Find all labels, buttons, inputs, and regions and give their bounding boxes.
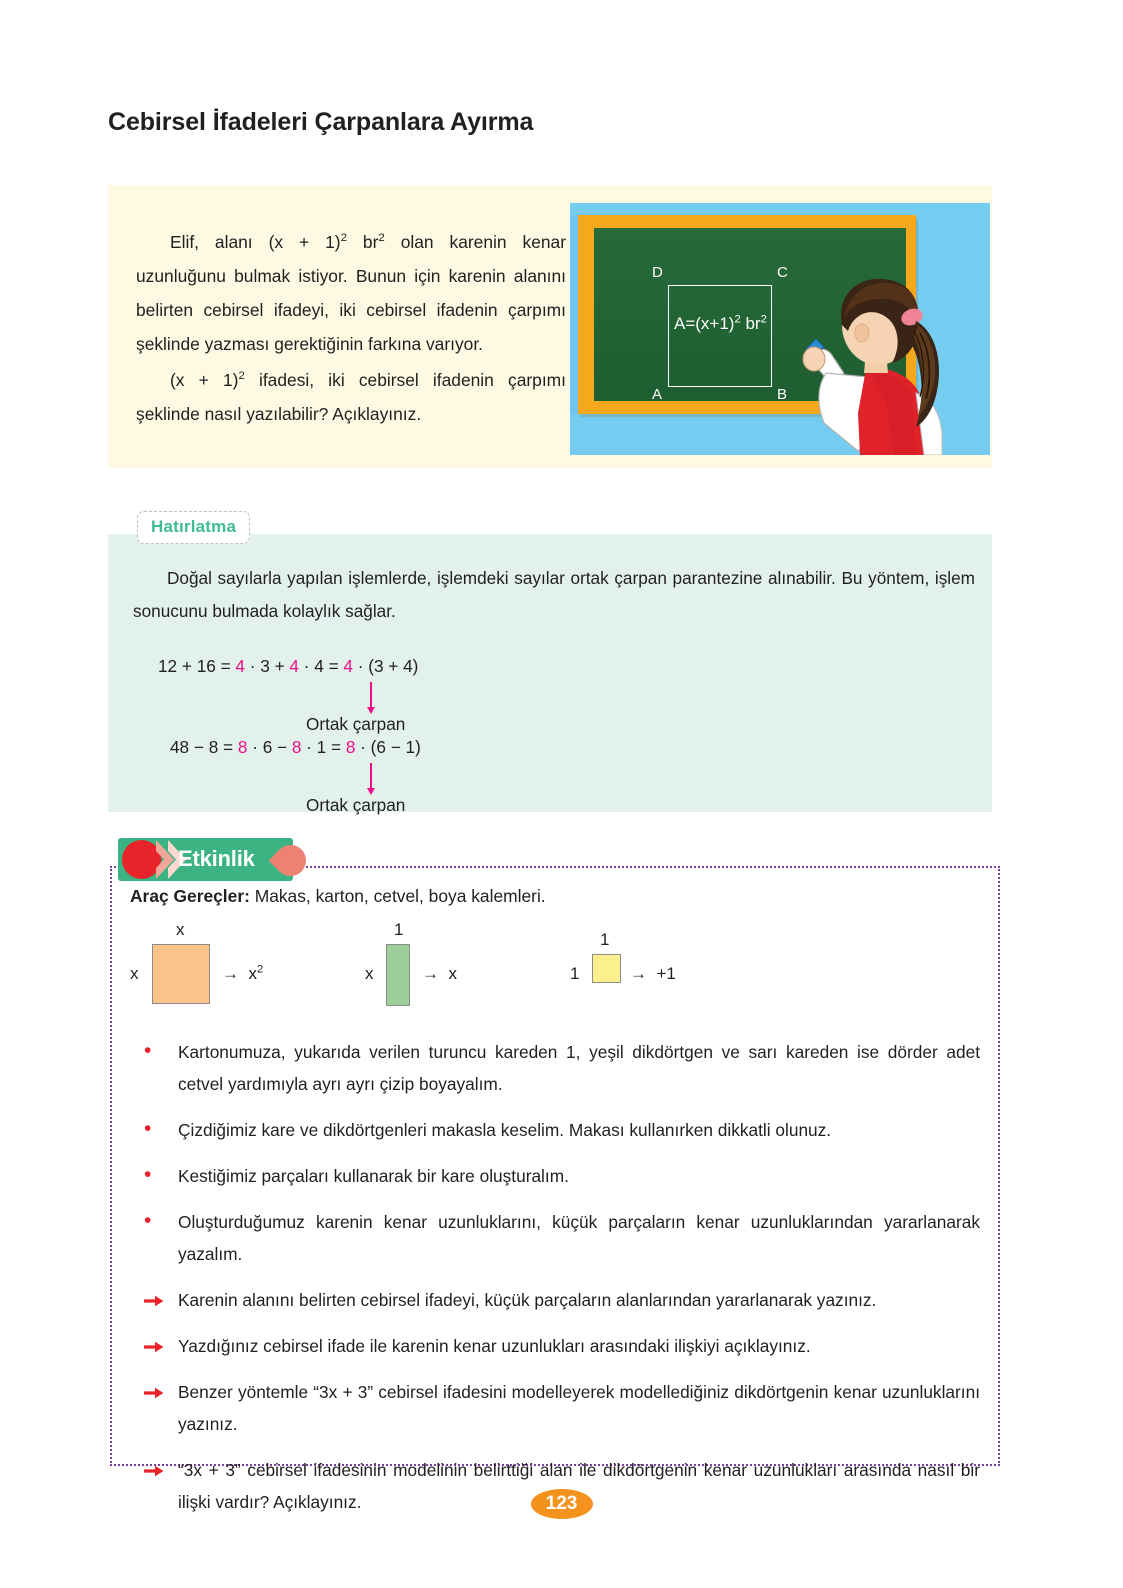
list-item <box>142 1284 980 1316</box>
page-title: Cebirsel İfadeleri Çarpanlara Ayırma <box>108 108 534 136</box>
model-orange-top-label: x <box>176 920 185 939</box>
bullet-arrow-icon <box>144 1376 172 1399</box>
vertex-label-a: A <box>652 386 663 403</box>
chalk-square <box>668 285 772 387</box>
intro-text-block <box>136 225 566 433</box>
intro-p2-pre: (x + 1) <box>170 370 239 390</box>
step-text: Yazdığınız cebirsel ifade ile karenin kenar uzunlukları arasındaki ilişkiyi açıklayınız. <box>178 1336 811 1356</box>
step-text: Çizdiğimiz kare ve dikdörtgenleri makasla keselim. Makası kullanırken dikkatli olunuz. <box>178 1120 832 1140</box>
eq1-t2: · 4 = <box>298 656 344 676</box>
model-yellow-result-base: +1 <box>656 964 676 983</box>
activity-badge-label: Etkinlik <box>178 846 255 871</box>
list-item <box>142 1206 980 1270</box>
model-green-result-base: x <box>448 964 457 983</box>
bullet-arrow-icon <box>144 1454 172 1477</box>
vertex-label-d: D <box>652 264 663 281</box>
list-item <box>142 1114 980 1146</box>
reminder-equation-2 <box>170 737 421 758</box>
intro-paragraph-1 <box>136 225 566 361</box>
tools-label: Araç Gereçler: <box>130 886 250 906</box>
eq2-factor-3: 8 <box>345 737 356 757</box>
reminder-panel <box>108 534 992 815</box>
tools-value: Makas, karton, cetvel, boya kalemleri. <box>249 886 546 906</box>
formula-sup1: 2 <box>734 313 741 326</box>
blackboard-formula <box>674 314 767 334</box>
bullet-arrow-icon <box>144 1284 172 1307</box>
step-text: Kartonumuza, yukarıda verilen turuncu kareden 1, yeşil dikdörtgen ve sarı kareden ise dörder adet cetvel yardımıyla ayrı ayrı çizip boyayalım. <box>178 1042 980 1094</box>
model-orange-left-label: x <box>130 964 139 983</box>
bullet-dot-icon: • <box>144 1039 152 1062</box>
vertex-label-c: C <box>777 264 788 281</box>
list-item <box>142 1160 980 1192</box>
bullet-dot-icon: • <box>144 1117 152 1140</box>
step-text: Benzer yöntemle “3x + 3” cebirsel ifadesini modelleyerek modellediğiniz dikdörtgenin kenar uzunluklarını yazınız. <box>178 1382 980 1434</box>
eq1-lhs: 12 + 16 = <box>158 656 236 676</box>
reminder-paragraph: Doğal sayılarla yapılan işlemlerde, işlemdeki sayılar ortak çarpan parantezine alınabilir. Bu yöntem, işlem sonucunu bulmada kolaylık sağlar. <box>133 568 975 621</box>
model-yellow-shape <box>592 954 621 983</box>
student-figure-icon <box>766 273 946 455</box>
list-item <box>142 1376 980 1440</box>
model-green-result: → x <box>422 964 457 983</box>
eq1-t1: · 3 + <box>244 656 290 676</box>
intro-p2-sup: 2 <box>238 370 245 383</box>
intro-p1-post: olan karenin kenar uzunluğunu bulmak istiyor. Bunun için karenin alanını belirten cebirsel ifadeyi, iki cebirsel ifadenin çarpımı şeklinde yazması gerektiğinin farkına varıyor. <box>136 232 567 354</box>
intro-p1-pre: Elif, alanı (x + 1) <box>170 232 341 252</box>
step-text: Kestiğimiz parçaları kullanarak bir kare oluşturalım. <box>178 1166 569 1186</box>
model-green-shape <box>386 944 410 1006</box>
page-number-badge: 123 <box>531 1489 593 1519</box>
activity-steps <box>142 1036 980 1532</box>
vertex-label-b: B <box>777 386 788 403</box>
bullet-dot-icon: • <box>144 1209 152 1232</box>
list-item <box>142 1036 980 1100</box>
formula-pre: A=(x+1) <box>674 314 735 333</box>
step-text: Karenin alanını belirten cebirsel ifadeyi, küçük parçaların alanlarından yararlanarak yazınız. <box>178 1290 877 1310</box>
eq2-factor-1: 8 <box>237 737 248 757</box>
model-yellow-left-label: 1 <box>570 964 580 983</box>
bullet-arrow-icon <box>144 1330 172 1353</box>
intro-p1-sup2: 2 <box>378 232 385 245</box>
model-orange-result-base: x <box>248 964 257 983</box>
eq1-factor-2: 4 <box>289 656 299 676</box>
blackboard-illustration <box>570 203 990 455</box>
eq1-factor-1: 4 <box>235 656 245 676</box>
list-item <box>142 1330 980 1362</box>
model-orange-result: → $x^2$ <box>222 963 264 983</box>
eq2-factor-2: 8 <box>291 737 302 757</box>
reminder-text <box>133 562 975 628</box>
step-text: Oluşturduğumuz karenin kenar uzunluklarını, küçük parçaların kenar uzunluklarından yararlanarak yazalım. <box>178 1212 980 1264</box>
model-orange-result-sup: 2 <box>256 963 264 976</box>
intro-p1-sup1: 2 <box>340 232 347 245</box>
intro-paragraph-2 <box>136 363 566 431</box>
step-text: “3x + 3” cebirsel ifadesinin modelinin belirttiği alan ile dikdörtgenin kenar uzunlukları arasında nasıl bir ilişki vardır? Açıklayınız. <box>178 1460 980 1512</box>
tools-line <box>130 886 546 907</box>
model-green-left-label: x <box>365 964 374 983</box>
shape-models <box>130 920 990 1020</box>
eq2-t3: · (6 − 1) <box>355 737 421 757</box>
formula-sup2: 2 <box>760 313 767 326</box>
common-factor-arrow-1-icon <box>370 682 372 708</box>
model-yellow-top-label: 1 <box>600 930 610 949</box>
eq1-t3: · (3 + 4) <box>352 656 419 676</box>
eq1-factor-3: 4 <box>343 656 353 676</box>
model-orange-shape <box>152 944 210 1004</box>
bullet-dot-icon: • <box>144 1163 152 1186</box>
common-factor-caption-1: Ortak çarpan <box>306 714 406 734</box>
common-factor-caption-2: Ortak çarpan <box>306 795 406 815</box>
reminder-equation-1 <box>158 656 418 677</box>
eq2-lhs: 48 − 8 = <box>170 737 238 757</box>
common-factor-arrow-2-icon <box>370 763 372 789</box>
reminder-tag: Hatırlatma <box>137 511 250 544</box>
activity-badge <box>118 838 315 881</box>
formula-mid: br <box>740 314 761 333</box>
model-green-top-label: 1 <box>394 920 404 939</box>
intro-panel <box>108 185 992 468</box>
eq2-t2: · 1 = <box>301 737 346 757</box>
model-yellow-result: → +1 <box>630 964 676 983</box>
eq2-t1: · 6 − <box>247 737 292 757</box>
intro-p2-post: ifadesi, iki cebirsel ifadenin çarpımı şeklinde nasıl yazılabilir? Açıklayınız. <box>136 370 566 424</box>
intro-p1-mid: br <box>346 232 379 252</box>
